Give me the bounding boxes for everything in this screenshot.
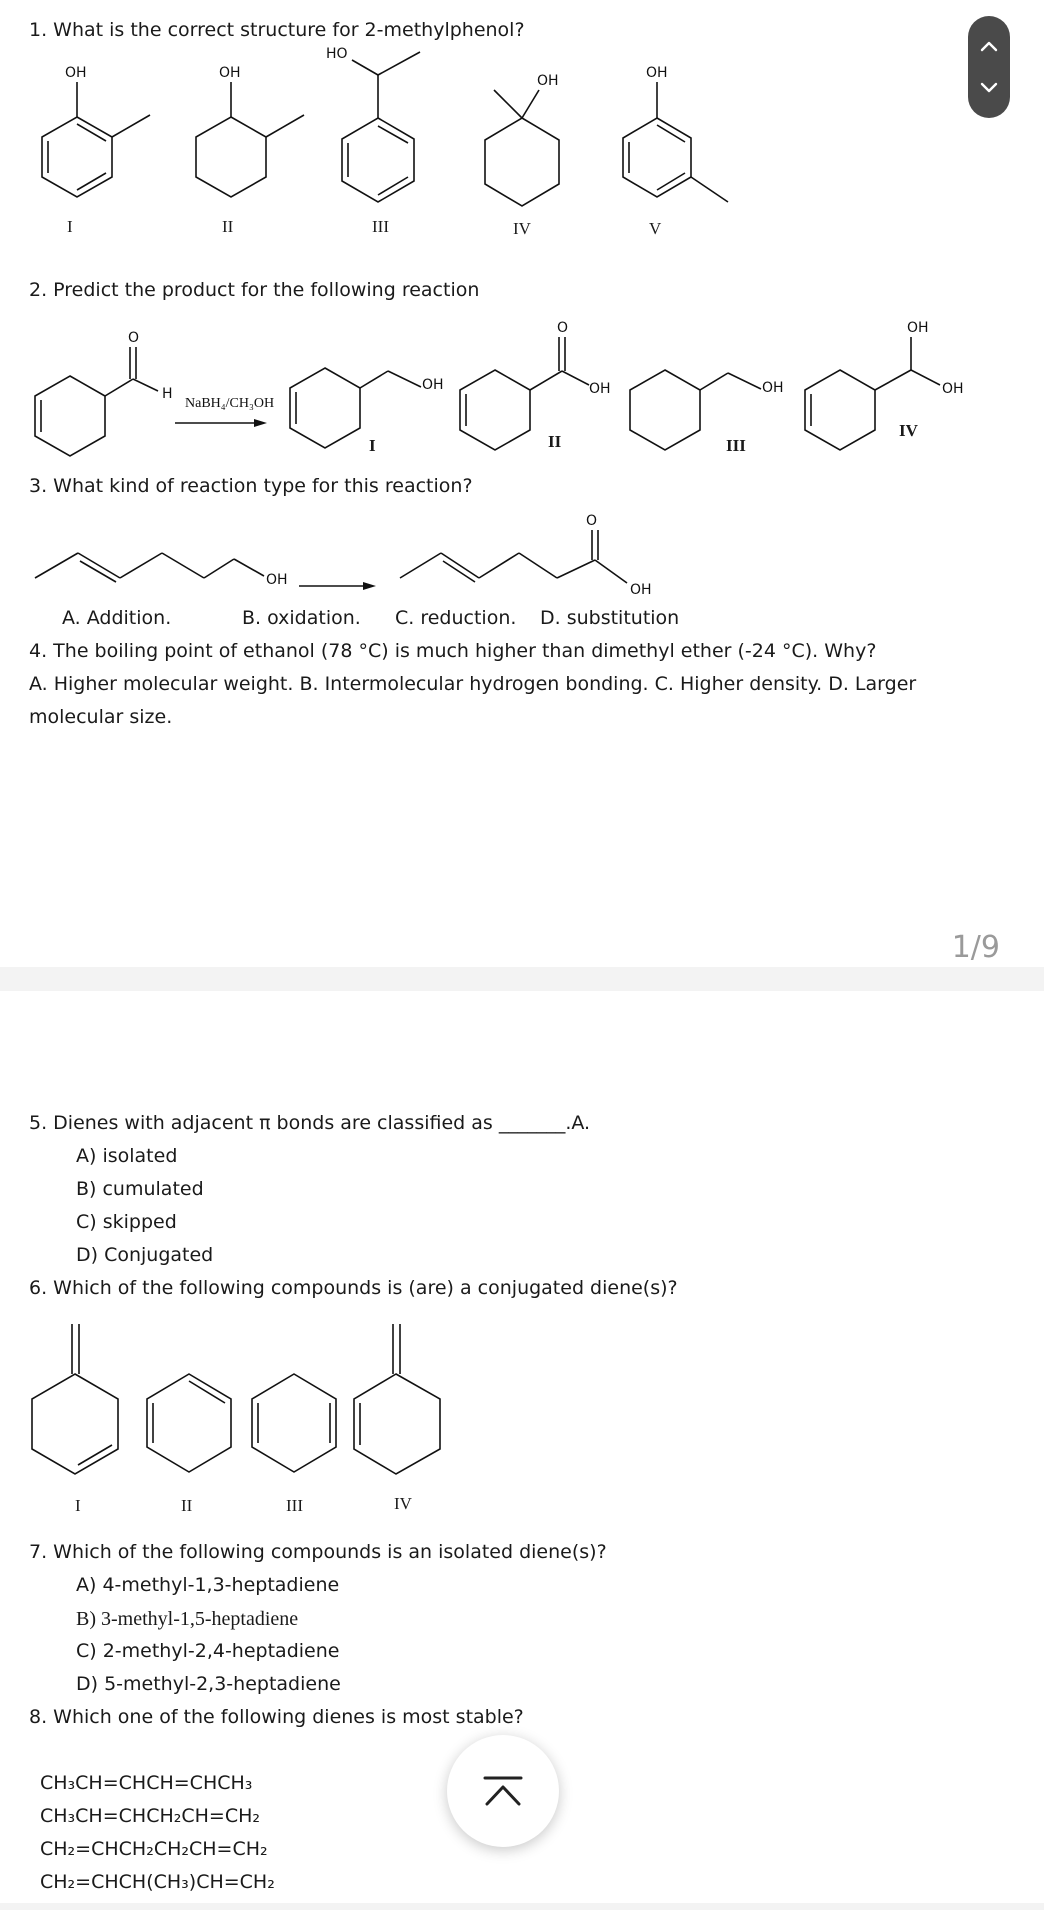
q2-label-2: II — [548, 432, 562, 451]
oh-label: OH — [65, 65, 87, 81]
q3-option-c: C. reduction. — [395, 607, 517, 629]
question-3: 3. What kind of reaction type for this reaction? — [29, 475, 473, 497]
o-label: O — [128, 330, 140, 346]
q6-label-3: III — [286, 1496, 303, 1515]
question-1: 1. What is the correct structure for 2-methylphenol? — [29, 19, 525, 41]
q6-structure-2 — [145, 1369, 245, 1479]
q6-label-1: I — [75, 1496, 81, 1515]
oh-label: OH — [266, 572, 288, 588]
reagent-label: NaBH₄/CH₃OH — [185, 396, 275, 411]
q1-label-4: IV — [513, 219, 531, 238]
o-label: O — [557, 320, 569, 336]
q7-option-a: A) 4-methyl-1,3-heptadiene — [76, 1574, 340, 1596]
q1-structure-2 — [172, 60, 322, 210]
q6-label-2: II — [181, 1496, 193, 1515]
q5-option-a: A) isolated — [76, 1145, 178, 1167]
q7-option-b: B) 3-methyl-1,5-heptadiene — [76, 1608, 299, 1630]
question-6: 6. Which of the following compounds is (are) a conjugated diene(s)? — [29, 1277, 678, 1299]
back-to-top-button[interactable] — [447, 1735, 559, 1847]
q3-option-b: B. oxidation. — [242, 607, 361, 629]
q1-structure-5 — [600, 60, 750, 210]
q2-reaction-arrow — [170, 390, 285, 430]
q2-label-3: III — [726, 436, 746, 455]
q1-label-1: I — [67, 217, 73, 236]
q1-label-5: V — [649, 219, 662, 238]
oh-label: OH — [537, 73, 559, 89]
q2-label-1: I — [369, 436, 376, 455]
oh-label: OH — [646, 65, 668, 81]
q2-label-4: IV — [899, 421, 918, 440]
next-page-button[interactable] — [968, 68, 1010, 108]
q1-structure-1 — [20, 60, 170, 210]
question-2: 2. Predict the product for the following reaction — [29, 279, 480, 301]
q5-option-c: C) skipped — [76, 1211, 177, 1233]
q4-options: A. Higher molecular weight. B. Intermolecular hydrogen bonding. C. Higher density. D. Larger — [29, 673, 917, 695]
q2-product-1 — [285, 325, 445, 455]
page-navigator — [968, 16, 1010, 118]
q8-option-2: CH₃CH=CHCH₂CH=CH₂ — [40, 1805, 261, 1827]
q2-reactant — [30, 325, 180, 455]
q3-reaction-arrow — [297, 576, 382, 596]
chevron-down-icon — [980, 82, 998, 94]
q1-label-3: III — [372, 217, 389, 236]
question-8: 8. Which one of the following dienes is most stable? — [29, 1706, 524, 1728]
q5-option-b: B) cumulated — [76, 1178, 204, 1200]
q8-option-3: CH₂=CHCH₂CH₂CH=CH₂ — [40, 1838, 268, 1860]
q6-structure-3 — [250, 1369, 350, 1479]
question-7: 7. Which of the following compounds is an isolated diene(s)? — [29, 1541, 607, 1563]
back-to-top-icon — [481, 1774, 525, 1808]
q3-reactant — [30, 535, 300, 595]
q7-option-d: D) 5-methyl-2,3-heptadiene — [76, 1673, 341, 1695]
q1-structure-3 — [318, 40, 468, 210]
q8-option-4: CH₂=CHCH(CH₃)CH=CH₂ — [40, 1871, 275, 1893]
q3-product — [395, 505, 665, 605]
question-5: 5. Dienes with adjacent π bonds are classified as _______.A. — [29, 1112, 591, 1134]
q1-label-2: II — [222, 217, 234, 236]
q8-option-1: CH₃CH=CHCH=CHCH₃ — [40, 1772, 253, 1794]
o-label: O — [586, 513, 598, 529]
previous-page-button[interactable] — [968, 26, 1010, 66]
q3-option-a: A. Addition. — [62, 607, 172, 629]
page-indicator: 1/9 — [951, 930, 1000, 965]
oh-label: OH — [907, 320, 929, 336]
oh-label: OH — [422, 377, 444, 393]
q4-options-continued: molecular size. — [29, 706, 173, 728]
oh-label: OH — [219, 65, 241, 81]
q2-product-2 — [455, 315, 625, 455]
q3-option-d: D. substitution — [540, 607, 680, 629]
oh-label: OH — [762, 380, 784, 396]
q6-structure-1 — [30, 1322, 130, 1467]
q7-option-c: C) 2-methyl-2,4-heptadiene — [76, 1640, 340, 1662]
q2-product-4 — [800, 315, 980, 455]
oh-label: OH — [589, 381, 611, 397]
q6-structure-4 — [352, 1322, 452, 1482]
oh-label: OH — [942, 381, 964, 397]
q1-structure-4 — [470, 60, 620, 210]
q5-option-d: D) Conjugated — [76, 1244, 214, 1266]
ho-label: HO — [326, 46, 348, 62]
h-label: H — [162, 386, 173, 402]
question-4: 4. The boiling point of ethanol (78 °C) is much higher than dimethyl ether (-24 °C). Why? — [29, 640, 877, 662]
chevron-up-icon — [980, 40, 998, 52]
q2-product-3 — [625, 325, 795, 455]
q6-label-4: IV — [394, 1494, 412, 1513]
oh-label: OH — [630, 582, 652, 598]
